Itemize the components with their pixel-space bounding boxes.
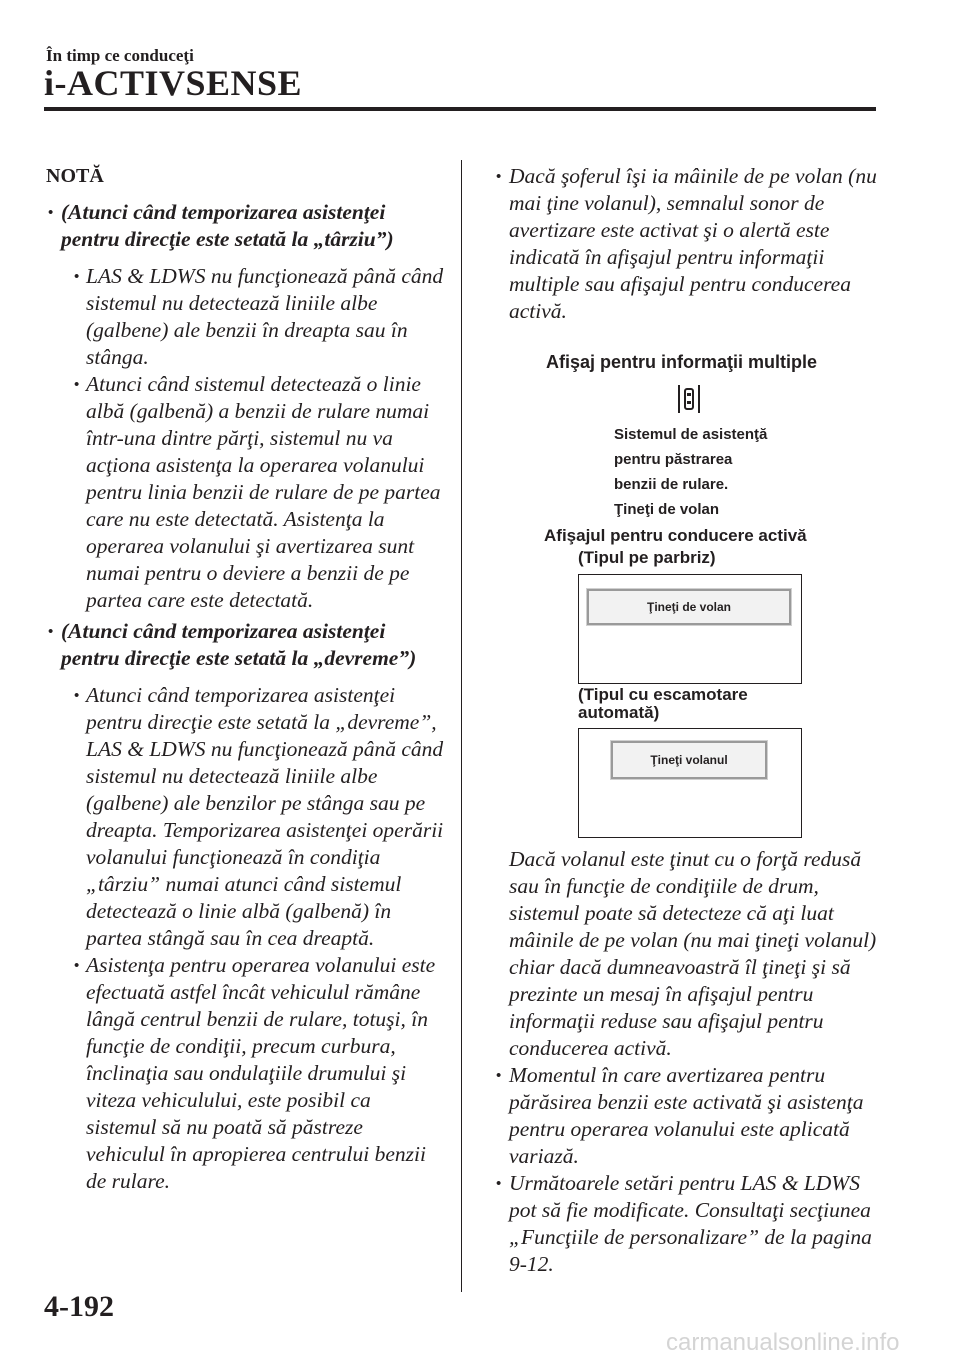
lane-keep-icon [677, 384, 701, 414]
watermark: carmanualsonline.info [666, 1329, 900, 1356]
header-title: i-ACTIVSENSE [44, 63, 303, 103]
right-column-top [496, 163, 880, 325]
list-item: • Asistenţa pentru operarea volanului este efectuată astfel încât vehiculul rămâne lângă centrul benzii de rulare, totuşi, în funcţie de condiţii, precum curbura, înclinaţia sau ondulaţiile drumului şi viteza vehiculului, este posibil ca sistemul să nu poată să păstreze vehiculul în apropierea centrului benzii de rulare. [74, 953, 436, 1193]
bullet-icon: • [48, 205, 54, 221]
left-column [46, 163, 446, 1195]
windshield-display [578, 574, 802, 684]
list-item: • Atunci când sistemul detectează o linie albă (galbenă) a benzii de rulare numai într-una dintre părţi, sistemul nu va acţiona asistenţa la operarea volanului pentru linia benzii de rulare de pe partea care nu este detectată. Asistenţa la operarea volanului şi avertizarea sunt numai pentru o deviere a benzii de pe partea care este detectată. [74, 372, 441, 612]
bullet-icon: • [74, 377, 80, 393]
figure-type-retractable: (Tipul cu escamotare automată) [578, 685, 748, 722]
condition-early: • (Atunci când temporizarea asistenţei pentru direcţie este setată la „devreme”) [48, 619, 417, 670]
retractable-message: Ţineţi volanul [611, 741, 767, 779]
bullet-icon: • [74, 269, 80, 285]
figure-message: Sistemul de asistenţă pentru păstrarea benzii de rulare. Ţineţi de volan [614, 426, 768, 518]
figure-title-multi: Afişaj pentru informaţii multiple [546, 352, 818, 372]
windshield-message: Ţineţi de volan [587, 589, 791, 625]
bullet-icon: • [74, 958, 80, 974]
bullet-icon: • [48, 624, 54, 640]
retractable-display [578, 728, 802, 838]
list-item: • Atunci când temporizarea asistenţei pentru direcţie este setată la „devreme”, LAS & LDWS nu funcţionează până când sistemul nu detectează liniile albe (galbene) ale benzilor pe stânga sau pe dreapta. Temporizarea asistenţei operării volanului funcţionează în condiţia „târziu” numai atunci când sistemul detectează o linie albă (galbenă) în partea stângă sau în cea dreaptă. [74, 683, 444, 950]
bullet-icon: • [74, 688, 80, 704]
header-rule [44, 107, 876, 111]
figure-title-active: Afişajul pentru conducere activă [544, 526, 807, 545]
display-figure [496, 350, 880, 840]
page-number: 4-192 [44, 1290, 114, 1323]
list-item: • LAS & LDWS nu funcţionează până când sistemul nu detectează liniile albe (galbene) ale benzii în dreapta sau în stânga. [74, 264, 444, 369]
list-item: • Următoarele setări pentru LAS & LDWS pot să fie modificate. Consultaţi secţiunea „Funcţiile de personalizare” de la pagina 9-12. [496, 1171, 872, 1276]
paragraph: Dacă volanul este ţinut cu o forţă redusă sau în funcţie de condiţiile de drum, sistemul poate să detecteze că aţi luat mâinile de pe volan (nu mai ţineţi volanul) chiar dacă dumneavoastră îl ţineţi şi să prezinte un mesaj în afişajul pentru informaţii reduse sau afişajul pentru conducerea activă. [509, 847, 877, 1060]
bullet-icon: • [496, 169, 502, 185]
figure-type-windshield: (Tipul pe parbriz) [578, 548, 716, 567]
column-divider [461, 160, 462, 1292]
bullet-icon: • [496, 1068, 502, 1084]
header-subtitle: În timp ce conduceţi [46, 46, 194, 65]
list-item: • Momentul în care avertizarea pentru părăsirea benzii este activată şi asistenţa pentru operarea volanului este aplicată variază. [496, 1063, 864, 1168]
bullet-icon: • [496, 1176, 502, 1192]
condition-late: • (Atunci când temporizarea asistenţei pentru direcţie este setată la „târziu”) [48, 200, 394, 251]
note-title: NOTĂ [46, 165, 104, 187]
list-item: • Dacă şoferul îşi ia mâinile de pe volan (nu mai ţine volanul), semnalul sonor de avertizare este activat şi o alertă este indicată în afişajul pentru informaţii multiple sau afişajul pentru conducerea activă. [496, 164, 877, 323]
right-column-bottom [496, 846, 880, 1278]
